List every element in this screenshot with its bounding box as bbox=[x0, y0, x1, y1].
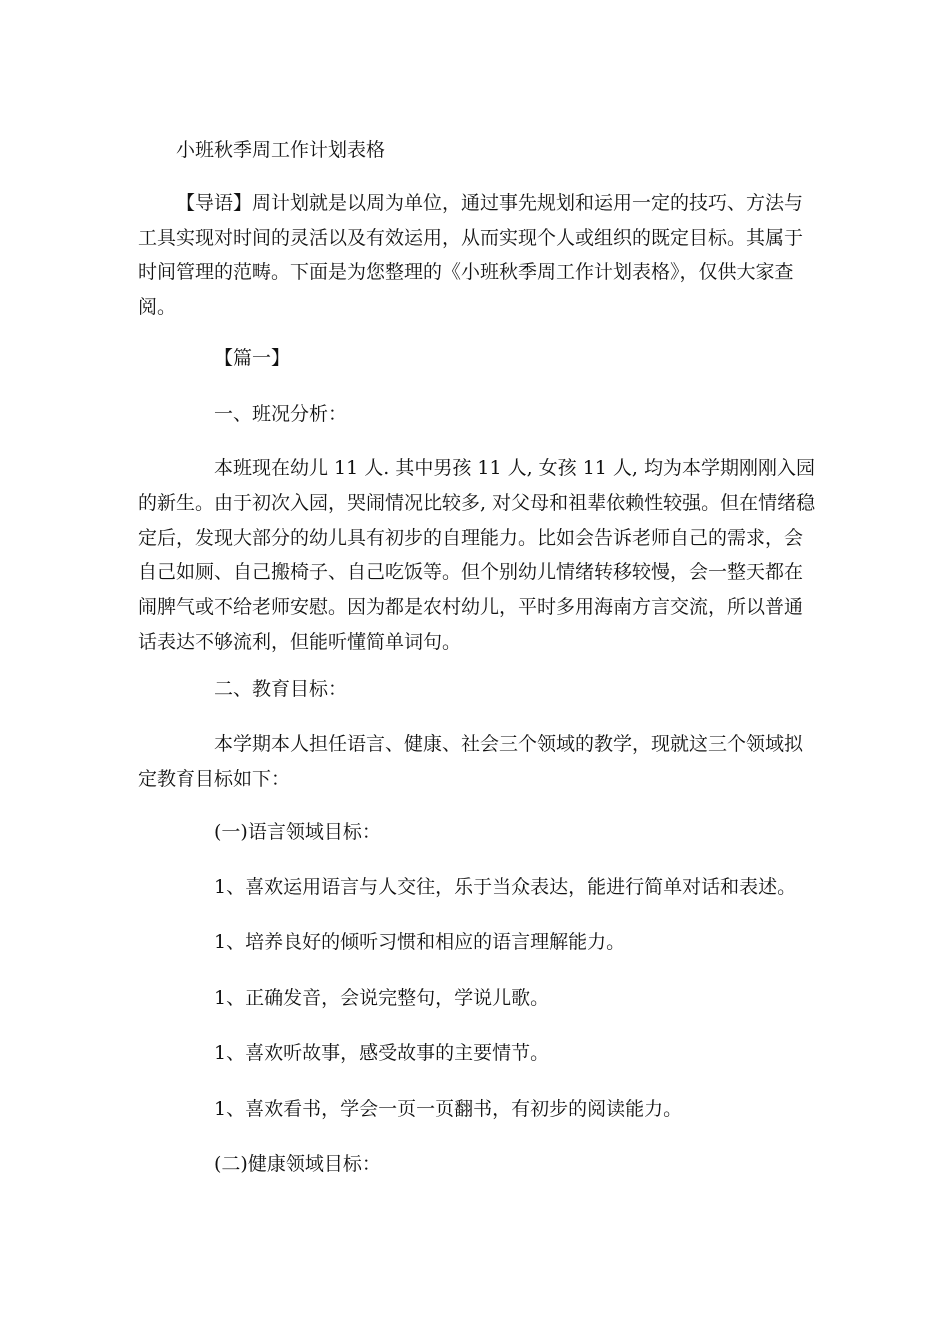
chapter-heading: 【篇一】 bbox=[214, 347, 291, 369]
education-goals-paragraph: 本学期本人担任语言、健康、社会三个领域的教学，现就这三个领域拟定教育目标如下： bbox=[138, 733, 804, 790]
list-item: 1、喜欢听故事，感受故事的主要情节。 bbox=[214, 1042, 550, 1064]
list-item: 1、培养良好的倾听习惯和相应的语言理解能力。 bbox=[214, 931, 626, 953]
list-item: 1、正确发音，会说完整句，学说儿歌。 bbox=[214, 987, 550, 1009]
document-title: 小班秋季周工作计划表格 bbox=[176, 139, 386, 161]
intro-paragraph: 【导语】周计划就是以周为单位，通过事先规划和运用一定的技巧、方法与工具实现对时间的灵活以及有效运用，从而实现个人或组织的既定目标。其属于时间管理的范畴。下面是为您整理的《小班秋季周工作计划表格》，仅供大家查阅。 bbox=[138, 192, 804, 318]
list-item: 1、喜欢运用语言与人交往，乐于当众表达，能进行简单对话和表述。 bbox=[214, 876, 797, 898]
section-heading-class-analysis: 一、班况分析： bbox=[214, 403, 348, 425]
section-heading-education-goals: 二、教育目标： bbox=[214, 678, 348, 700]
subsection-heading-language: (一)语言领域目标： bbox=[214, 821, 381, 843]
class-analysis-paragraph: 本班现在幼儿 11 人. 其中男孩 11 人, 女孩 11 人, 均为本学期刚刚入园的新生。由于初次入园，哭闹情况比较多, 对父母和祖辈依赖性较强。但在情绪稳定后，发现大部分的幼儿具有初步的自理能力。比如会告诉老师自己的需求，会自己如厕、自己搬椅子、自己吃饭等。但个别幼儿情绪转移较慢，会一整天都在闹脾气或不给老师安慰。因为都是农村幼儿，平时多用海南方言交流，所以普通话表达不够流利，但能听懂简单词句。 bbox=[138, 457, 816, 653]
list-item: 1、喜欢看书，学会一页一页翻书，有初步的阅读能力。 bbox=[214, 1098, 683, 1120]
subsection-heading-health: (二)健康领域目标： bbox=[214, 1153, 381, 1175]
